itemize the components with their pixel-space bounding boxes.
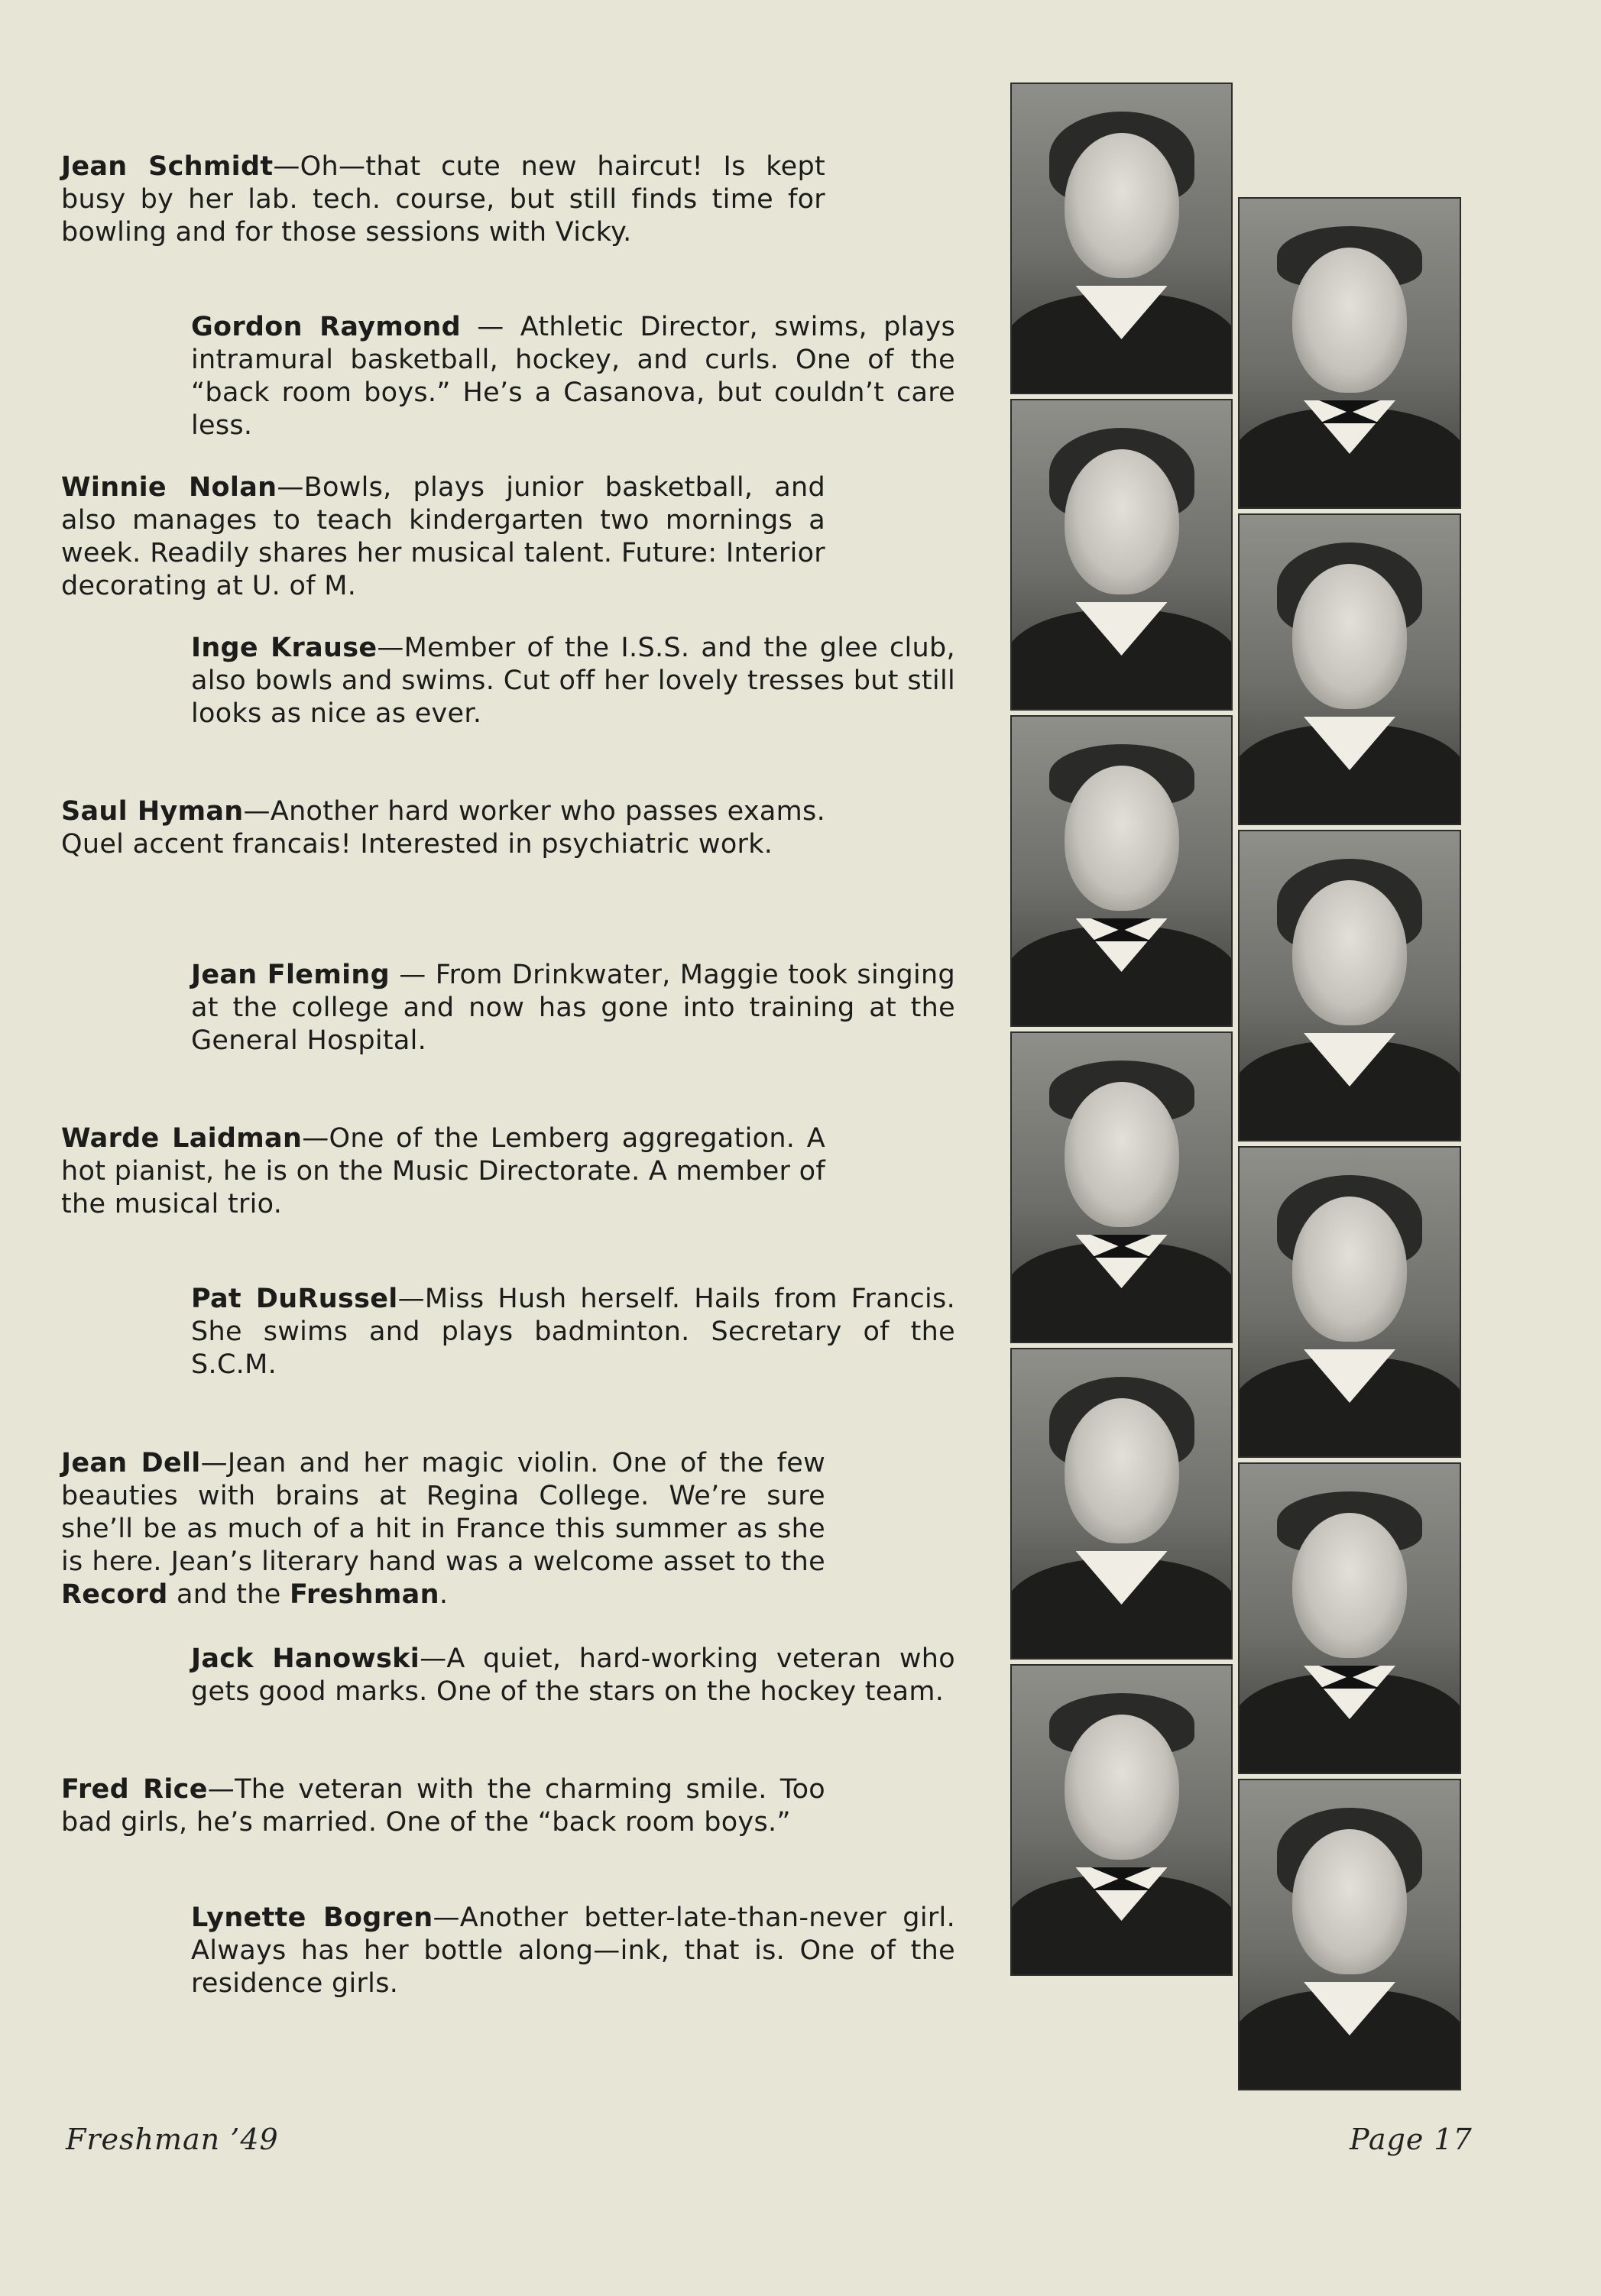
portrait-photo [1238, 1462, 1461, 1774]
entry-text: —One of the Lemberg aggregation. A hot pianist, he is on the Music Directorate. A member of the musical trio. [61, 1123, 826, 1219]
entry-name: Pat DuRussel [191, 1284, 398, 1314]
entry-text: —Another better-late-than-never girl. Always has her bottle along—ink, that is. One of the residence girls. [191, 1903, 955, 1999]
entry-name: Jean Fleming [191, 960, 390, 990]
entry-name: Lynette Bogren [191, 1903, 433, 1933]
entry-text: —Jean and her magic violin. One of the few beauties with brains at Regina College. We’re sure she’ll be as much of a hit in France this summer as she is here. Jean’s literary hand was a welcome asset to the [61, 1448, 826, 1577]
footer-page-number: Page 17 [1350, 2123, 1473, 2156]
entry-bold-freshman: Freshman [289, 1579, 439, 1610]
entry-pat-durussel [191, 1283, 955, 1381]
entry-name: Jean Schmidt [61, 151, 274, 182]
entry-lynette-bogren [191, 1902, 955, 2000]
entry-saul-hyman [61, 795, 825, 861]
entry-text: —Oh—that cute new haircut! Is kept busy by her lab. tech. course, but still finds time for bowling and for those sessions with Vicky. [61, 151, 825, 248]
entry-text-mid: and the [167, 1579, 290, 1610]
entry-name: Saul Hyman [61, 796, 244, 827]
entry-jean-schmidt [61, 151, 825, 249]
entry-winnie-nolan [61, 471, 825, 603]
entry-name: Warde Laidman [61, 1123, 303, 1154]
entry-text: — From Drinkwater, Maggie took singing at the college and now has gone into training at the General Hospital. [191, 960, 955, 1056]
footer-publication: Freshman ’49 [66, 2123, 279, 2156]
entry-name: Winnie Nolan [61, 472, 277, 503]
entry-name: Fred Rice [61, 1774, 208, 1805]
portrait-photo [1238, 1779, 1461, 2090]
portrait-photo [1010, 83, 1233, 394]
entry-bold-record: Record [61, 1579, 168, 1610]
entry-text: —The veteran with the charming smile. Too bad girls, he’s married. One of the “back room boys.” [61, 1774, 825, 1838]
entry-jean-fleming [191, 959, 955, 1057]
entry-text: — Athletic Director, swims, plays intramural basketball, hockey, and curls. One of the “back room boys.” He’s a Casanova, but couldn’t care less. [191, 312, 956, 441]
portrait-photo [1010, 715, 1233, 1027]
entry-text: —Member of the I.S.S. and the glee club, also bowls and swims. Cut off her lovely tresses but still looks as nice as ever. [191, 633, 955, 729]
entry-warde-laidman [61, 1122, 825, 1221]
portrait-photo [1010, 1664, 1233, 1976]
entry-gordon-raymond [191, 311, 955, 442]
entry-jean-dell [61, 1447, 825, 1611]
entry-inge-krause [191, 632, 955, 730]
entry-name: Gordon Raymond [191, 312, 462, 342]
entry-name: Jean Dell [61, 1448, 201, 1478]
entry-text: —Miss Hush herself. Hails from Francis. She swims and plays badminton. Secretary of the S.C.M. [191, 1284, 955, 1380]
portrait-photo [1238, 1146, 1461, 1458]
entry-text: —Another hard worker who passes exams. Quel accent francais! Interested in psychiatric work. [61, 796, 825, 860]
entry-name: Inge Krause [191, 633, 378, 663]
portrait-photo [1238, 197, 1461, 509]
entry-text: —A quiet, hard-working veteran who gets good marks. One of the stars on the hockey team. [191, 1643, 956, 1707]
entry-jack-hanowski [191, 1643, 955, 1708]
entry-fred-rice [61, 1773, 825, 1839]
entry-name: Jack Hanowski [191, 1643, 420, 1674]
portrait-photo [1010, 1031, 1233, 1343]
portrait-photo [1238, 830, 1461, 1142]
portrait-photo [1010, 1348, 1233, 1660]
entry-text: —Bowls, plays junior basketball, and also manages to teach kindergarten two mornings a week. Readily shares her musical talent. Future: Interior decorating at U. of M. [61, 472, 826, 601]
entry-text-end: . [439, 1579, 449, 1610]
portrait-photo [1238, 513, 1461, 825]
portrait-photo [1010, 399, 1233, 711]
